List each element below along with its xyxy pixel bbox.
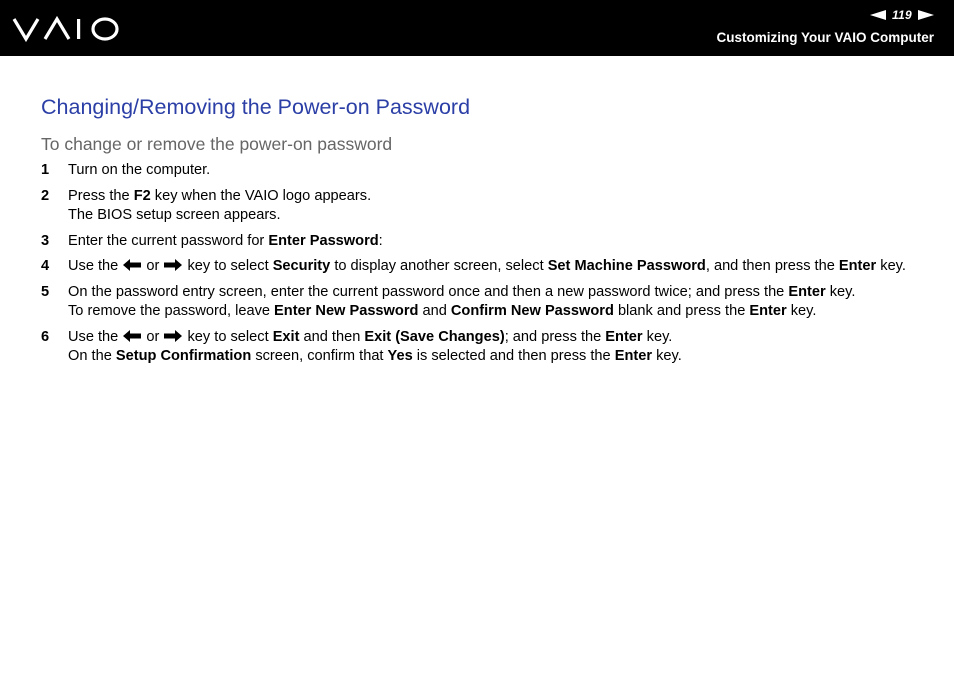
step-text-segment: key. bbox=[652, 348, 682, 364]
vaio-logo bbox=[12, 15, 122, 43]
step-text-segment: is selected and then press the bbox=[412, 348, 615, 364]
step-text-segment: to display another screen, select bbox=[330, 258, 548, 274]
right-arrow-key-icon bbox=[163, 329, 183, 343]
right-arrow-key-icon bbox=[163, 258, 183, 272]
step-text-segment: key to select bbox=[183, 328, 273, 345]
step-text bbox=[68, 187, 921, 226]
step-text-segment: or bbox=[142, 328, 164, 345]
step-line bbox=[68, 283, 921, 303]
list-item bbox=[41, 328, 921, 367]
step-text-segment: key when the VAIO logo appears. bbox=[150, 187, 372, 204]
menu-name: Exit (Save Changes) bbox=[364, 328, 505, 345]
step-text bbox=[68, 328, 921, 367]
step-line bbox=[68, 328, 921, 348]
step-text-segment: ; and press the bbox=[504, 328, 606, 345]
page-number: 119 bbox=[891, 8, 912, 22]
screen-name: Setup Confirmation bbox=[115, 348, 252, 364]
step-text-segment: Enter the current password for bbox=[68, 232, 269, 249]
step-text-segment: Use the bbox=[68, 328, 123, 345]
step-text-segment: blank and press the bbox=[613, 303, 750, 319]
previous-page-icon[interactable] bbox=[870, 10, 886, 20]
page-navigation bbox=[870, 7, 934, 23]
procedure-subtitle: To change or remove the power-on password bbox=[41, 134, 393, 154]
step-text bbox=[68, 232, 921, 252]
menu-name: Set Machine Password bbox=[547, 258, 706, 274]
key-name: Enter bbox=[749, 303, 787, 319]
key-name: F2 bbox=[133, 187, 151, 204]
step-text-segment: key to select bbox=[183, 258, 273, 274]
step-line bbox=[68, 302, 921, 322]
step-text-segment: key. bbox=[786, 303, 817, 319]
step-text-segment: and then bbox=[299, 328, 365, 345]
step-text-segment: Use the bbox=[68, 258, 123, 274]
step-text-segment: key. bbox=[642, 328, 673, 345]
list-item bbox=[41, 257, 921, 277]
step-text-segment: On the bbox=[68, 348, 116, 364]
step-text-segment: On the password entry screen, enter the current password once and then a new password twice; and press the bbox=[68, 283, 789, 300]
step-line bbox=[68, 187, 921, 207]
menu-name: Exit bbox=[272, 328, 300, 345]
step-text bbox=[68, 283, 921, 322]
step-number: 6 bbox=[41, 328, 50, 345]
field-name: Enter Password bbox=[268, 232, 379, 249]
list-item bbox=[41, 187, 921, 226]
step-text bbox=[68, 161, 921, 181]
step-number: 1 bbox=[41, 162, 50, 178]
step-number: 2 bbox=[41, 187, 50, 204]
key-name: Enter bbox=[605, 328, 643, 345]
step-text-segment: screen, confirm that bbox=[251, 348, 388, 364]
key-name: Enter bbox=[788, 283, 826, 300]
step-text-segment: Press the bbox=[68, 187, 134, 204]
left-arrow-key-icon bbox=[122, 258, 142, 272]
step-text-segment: key. bbox=[825, 283, 856, 300]
list-item bbox=[41, 232, 921, 252]
next-page-icon[interactable] bbox=[918, 10, 934, 20]
step-text-segment: and bbox=[418, 303, 451, 319]
step-line: The BIOS setup screen appears. bbox=[68, 207, 281, 223]
list-item bbox=[41, 161, 921, 181]
field-name: Confirm New Password bbox=[450, 303, 614, 319]
section-title: Customizing Your VAIO Computer bbox=[716, 30, 934, 45]
key-name: Enter bbox=[838, 258, 877, 274]
step-number: 3 bbox=[41, 232, 50, 249]
option-name: Yes bbox=[387, 348, 413, 364]
step-text-segment: Turn on the computer. bbox=[68, 162, 211, 178]
step-text-segment: , and then press the bbox=[705, 258, 839, 274]
left-arrow-key-icon bbox=[122, 329, 142, 343]
step-line bbox=[68, 347, 921, 367]
step-number: 5 bbox=[41, 283, 50, 300]
steps-list bbox=[41, 161, 921, 373]
page-title: Changing/Removing the Power-on Password bbox=[41, 95, 471, 119]
step-text-segment: To remove the password, leave bbox=[68, 303, 275, 319]
menu-name: Security bbox=[272, 258, 331, 274]
list-item bbox=[41, 283, 921, 322]
step-text-segment: : bbox=[378, 232, 383, 249]
step-text bbox=[68, 257, 921, 277]
field-name: Enter New Password bbox=[274, 303, 419, 319]
key-name: Enter bbox=[614, 348, 653, 364]
step-number: 4 bbox=[41, 258, 50, 274]
step-text-segment: or bbox=[142, 258, 164, 274]
step-text-segment: key. bbox=[876, 258, 906, 274]
page-header bbox=[0, 0, 954, 56]
